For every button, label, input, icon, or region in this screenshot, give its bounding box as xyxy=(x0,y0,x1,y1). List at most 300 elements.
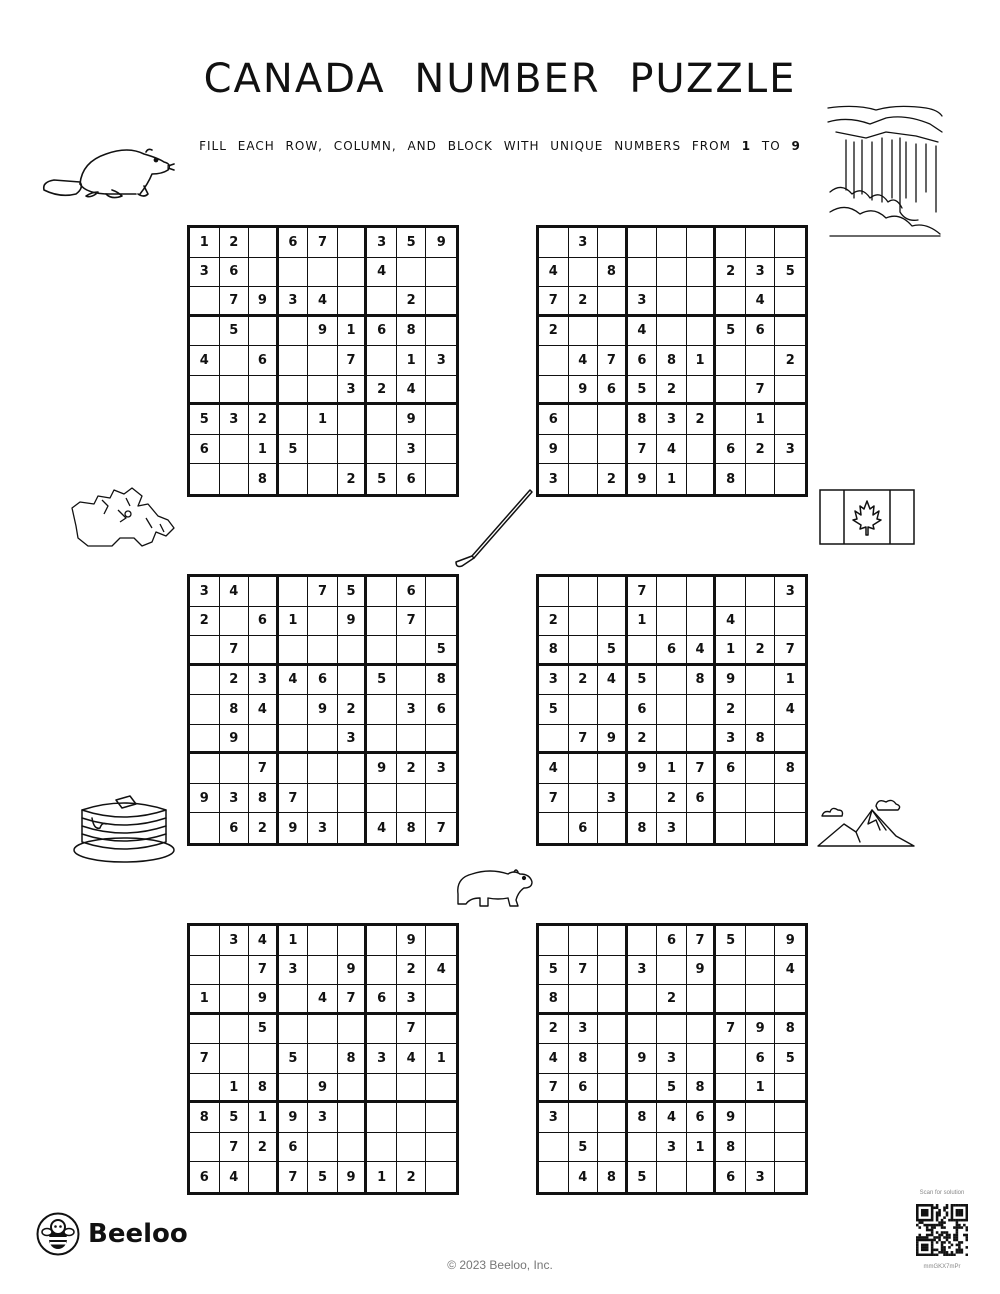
sudoku-cell[interactable]: 5 xyxy=(775,258,805,288)
sudoku-cell[interactable]: 9 xyxy=(279,1103,309,1133)
sudoku-cell[interactable] xyxy=(687,464,717,494)
sudoku-cell[interactable]: 7 xyxy=(397,1015,427,1045)
sudoku-cell[interactable] xyxy=(716,577,746,607)
sudoku-cell[interactable] xyxy=(775,317,805,347)
sudoku-cell[interactable] xyxy=(190,956,220,986)
sudoku-cell[interactable] xyxy=(190,926,220,956)
sudoku-cell[interactable]: 3 xyxy=(367,1044,397,1074)
sudoku-cell[interactable] xyxy=(746,464,776,494)
sudoku-cell[interactable] xyxy=(657,956,687,986)
sudoku-cell[interactable]: 1 xyxy=(628,607,658,637)
sudoku-cell[interactable]: 6 xyxy=(190,1162,220,1192)
sudoku-cell[interactable]: 5 xyxy=(569,1133,599,1163)
sudoku-cell[interactable]: 8 xyxy=(249,1074,279,1104)
sudoku-cell[interactable] xyxy=(598,577,628,607)
sudoku-cell[interactable] xyxy=(367,607,397,637)
sudoku-cell[interactable] xyxy=(338,287,368,317)
sudoku-cell[interactable]: 3 xyxy=(628,956,658,986)
sudoku-cell[interactable]: 4 xyxy=(367,258,397,288)
sudoku-cell[interactable] xyxy=(279,985,309,1015)
sudoku-cell[interactable]: 3 xyxy=(657,813,687,843)
sudoku-cell[interactable]: 3 xyxy=(397,695,427,725)
sudoku-cell[interactable]: 6 xyxy=(397,464,427,494)
sudoku-cell[interactable] xyxy=(308,258,338,288)
sudoku-cell[interactable]: 4 xyxy=(190,346,220,376)
sudoku-cell[interactable]: 2 xyxy=(569,287,599,317)
sudoku-cell[interactable] xyxy=(687,317,717,347)
sudoku-cell[interactable] xyxy=(746,695,776,725)
sudoku-cell[interactable] xyxy=(220,607,250,637)
sudoku-cell[interactable]: 2 xyxy=(539,607,569,637)
sudoku-cell[interactable] xyxy=(190,754,220,784)
sudoku-cell[interactable]: 9 xyxy=(426,228,456,258)
sudoku-cell[interactable] xyxy=(687,435,717,465)
sudoku-cell[interactable] xyxy=(657,258,687,288)
sudoku-cell[interactable]: 8 xyxy=(249,784,279,814)
sudoku-cell[interactable] xyxy=(190,725,220,755)
sudoku-cell[interactable]: 7 xyxy=(308,577,338,607)
sudoku-cell[interactable]: 3 xyxy=(367,228,397,258)
sudoku-cell[interactable]: 4 xyxy=(657,1103,687,1133)
sudoku-cell[interactable] xyxy=(657,228,687,258)
sudoku-grid-2[interactable] xyxy=(536,225,808,497)
sudoku-cell[interactable] xyxy=(569,926,599,956)
sudoku-cell[interactable]: 8 xyxy=(397,317,427,347)
sudoku-cell[interactable]: 8 xyxy=(716,1133,746,1163)
sudoku-cell[interactable] xyxy=(190,317,220,347)
sudoku-cell[interactable]: 9 xyxy=(598,725,628,755)
sudoku-cell[interactable]: 1 xyxy=(716,636,746,666)
sudoku-cell[interactable] xyxy=(746,1103,776,1133)
sudoku-cell[interactable]: 2 xyxy=(539,1015,569,1045)
sudoku-cell[interactable]: 8 xyxy=(716,464,746,494)
sudoku-cell[interactable]: 7 xyxy=(775,636,805,666)
sudoku-cell[interactable]: 5 xyxy=(628,376,658,406)
sudoku-cell[interactable] xyxy=(598,287,628,317)
sudoku-cell[interactable]: 6 xyxy=(397,577,427,607)
sudoku-cell[interactable]: 3 xyxy=(569,1015,599,1045)
sudoku-cell[interactable] xyxy=(628,1074,658,1104)
sudoku-cell[interactable]: 5 xyxy=(367,666,397,696)
sudoku-cell[interactable]: 2 xyxy=(775,346,805,376)
sudoku-cell[interactable]: 5 xyxy=(657,1074,687,1104)
sudoku-cell[interactable]: 7 xyxy=(220,636,250,666)
sudoku-cell[interactable] xyxy=(598,813,628,843)
sudoku-cell[interactable] xyxy=(539,813,569,843)
sudoku-cell[interactable] xyxy=(687,376,717,406)
sudoku-cell[interactable] xyxy=(628,1133,658,1163)
sudoku-cell[interactable]: 1 xyxy=(308,405,338,435)
sudoku-cell[interactable] xyxy=(426,985,456,1015)
sudoku-cell[interactable] xyxy=(598,1074,628,1104)
sudoku-cell[interactable] xyxy=(338,926,368,956)
sudoku-cell[interactable] xyxy=(338,813,368,843)
sudoku-cell[interactable] xyxy=(220,435,250,465)
sudoku-cell[interactable]: 2 xyxy=(397,1162,427,1192)
sudoku-cell[interactable] xyxy=(746,754,776,784)
sudoku-cell[interactable] xyxy=(775,985,805,1015)
sudoku-cell[interactable]: 8 xyxy=(628,405,658,435)
sudoku-cell[interactable]: 2 xyxy=(249,405,279,435)
sudoku-cell[interactable] xyxy=(426,317,456,347)
sudoku-cell[interactable]: 8 xyxy=(657,346,687,376)
sudoku-cell[interactable] xyxy=(397,784,427,814)
sudoku-cell[interactable]: 9 xyxy=(220,725,250,755)
sudoku-cell[interactable]: 1 xyxy=(426,1044,456,1074)
sudoku-cell[interactable]: 6 xyxy=(220,813,250,843)
sudoku-cell[interactable] xyxy=(249,228,279,258)
sudoku-cell[interactable]: 3 xyxy=(279,956,309,986)
sudoku-cell[interactable]: 7 xyxy=(628,577,658,607)
sudoku-cell[interactable] xyxy=(338,258,368,288)
sudoku-cell[interactable] xyxy=(338,784,368,814)
sudoku-cell[interactable] xyxy=(279,577,309,607)
sudoku-cell[interactable]: 3 xyxy=(249,666,279,696)
sudoku-cell[interactable] xyxy=(775,464,805,494)
sudoku-cell[interactable]: 2 xyxy=(367,376,397,406)
sudoku-cell[interactable] xyxy=(190,636,220,666)
sudoku-cell[interactable]: 6 xyxy=(716,754,746,784)
sudoku-cell[interactable] xyxy=(569,1103,599,1133)
sudoku-cell[interactable] xyxy=(279,346,309,376)
sudoku-cell[interactable]: 6 xyxy=(628,346,658,376)
sudoku-cell[interactable] xyxy=(426,1015,456,1045)
sudoku-grid-1[interactable] xyxy=(187,225,459,497)
sudoku-cell[interactable]: 4 xyxy=(426,956,456,986)
sudoku-cell[interactable] xyxy=(539,228,569,258)
sudoku-cell[interactable] xyxy=(279,317,309,347)
sudoku-cell[interactable]: 5 xyxy=(308,1162,338,1192)
sudoku-cell[interactable]: 1 xyxy=(338,317,368,347)
sudoku-cell[interactable]: 6 xyxy=(539,405,569,435)
sudoku-cell[interactable] xyxy=(308,725,338,755)
sudoku-cell[interactable] xyxy=(746,228,776,258)
sudoku-cell[interactable]: 7 xyxy=(687,926,717,956)
sudoku-cell[interactable] xyxy=(308,346,338,376)
sudoku-cell[interactable] xyxy=(569,754,599,784)
sudoku-cell[interactable]: 6 xyxy=(716,1162,746,1192)
sudoku-cell[interactable] xyxy=(190,376,220,406)
sudoku-cell[interactable]: 1 xyxy=(279,607,309,637)
sudoku-cell[interactable]: 6 xyxy=(190,435,220,465)
sudoku-cell[interactable]: 3 xyxy=(775,577,805,607)
sudoku-cell[interactable] xyxy=(775,813,805,843)
sudoku-cell[interactable] xyxy=(367,784,397,814)
sudoku-cell[interactable] xyxy=(308,784,338,814)
sudoku-cell[interactable] xyxy=(367,1103,397,1133)
sudoku-cell[interactable]: 3 xyxy=(338,376,368,406)
sudoku-cell[interactable]: 9 xyxy=(308,695,338,725)
sudoku-cell[interactable]: 8 xyxy=(249,464,279,494)
sudoku-cell[interactable] xyxy=(426,376,456,406)
sudoku-cell[interactable] xyxy=(598,956,628,986)
sudoku-cell[interactable]: 1 xyxy=(367,1162,397,1192)
sudoku-cell[interactable]: 4 xyxy=(716,607,746,637)
sudoku-cell[interactable] xyxy=(220,376,250,406)
sudoku-cell[interactable] xyxy=(687,985,717,1015)
sudoku-cell[interactable]: 2 xyxy=(397,287,427,317)
sudoku-cell[interactable]: 8 xyxy=(628,1103,658,1133)
sudoku-cell[interactable] xyxy=(397,1133,427,1163)
sudoku-cell[interactable]: 5 xyxy=(628,1162,658,1192)
sudoku-cell[interactable] xyxy=(426,577,456,607)
sudoku-cell[interactable]: 8 xyxy=(220,695,250,725)
sudoku-cell[interactable] xyxy=(279,636,309,666)
sudoku-cell[interactable]: 3 xyxy=(657,405,687,435)
sudoku-cell[interactable]: 4 xyxy=(687,636,717,666)
sudoku-cell[interactable] xyxy=(220,985,250,1015)
sudoku-cell[interactable]: 2 xyxy=(687,405,717,435)
sudoku-cell[interactable]: 4 xyxy=(569,1162,599,1192)
sudoku-cell[interactable] xyxy=(279,1074,309,1104)
sudoku-cell[interactable]: 1 xyxy=(687,346,717,376)
sudoku-cell[interactable] xyxy=(308,1044,338,1074)
sudoku-cell[interactable] xyxy=(687,607,717,637)
sudoku-cell[interactable]: 7 xyxy=(687,754,717,784)
sudoku-cell[interactable]: 5 xyxy=(220,317,250,347)
sudoku-cell[interactable] xyxy=(746,956,776,986)
sudoku-cell[interactable] xyxy=(539,926,569,956)
sudoku-cell[interactable] xyxy=(775,725,805,755)
sudoku-cell[interactable]: 2 xyxy=(220,666,250,696)
sudoku-cell[interactable]: 9 xyxy=(775,926,805,956)
sudoku-cell[interactable]: 7 xyxy=(279,784,309,814)
sudoku-cell[interactable] xyxy=(598,754,628,784)
sudoku-cell[interactable] xyxy=(746,1133,776,1163)
sudoku-cell[interactable]: 7 xyxy=(397,607,427,637)
sudoku-cell[interactable] xyxy=(746,346,776,376)
sudoku-cell[interactable] xyxy=(569,607,599,637)
sudoku-cell[interactable] xyxy=(367,1015,397,1045)
sudoku-cell[interactable] xyxy=(657,607,687,637)
sudoku-cell[interactable]: 5 xyxy=(367,464,397,494)
sudoku-cell[interactable] xyxy=(338,228,368,258)
sudoku-cell[interactable] xyxy=(628,258,658,288)
sudoku-cell[interactable]: 2 xyxy=(746,435,776,465)
sudoku-cell[interactable]: 4 xyxy=(249,695,279,725)
sudoku-cell[interactable]: 3 xyxy=(279,287,309,317)
sudoku-cell[interactable] xyxy=(426,1074,456,1104)
sudoku-cell[interactable]: 9 xyxy=(628,754,658,784)
sudoku-cell[interactable]: 3 xyxy=(308,813,338,843)
sudoku-cell[interactable]: 3 xyxy=(426,346,456,376)
sudoku-cell[interactable]: 5 xyxy=(716,926,746,956)
sudoku-cell[interactable] xyxy=(775,607,805,637)
sudoku-cell[interactable] xyxy=(367,725,397,755)
sudoku-cell[interactable] xyxy=(716,985,746,1015)
sudoku-cell[interactable] xyxy=(746,784,776,814)
sudoku-cell[interactable] xyxy=(628,228,658,258)
sudoku-cell[interactable] xyxy=(539,577,569,607)
sudoku-cell[interactable] xyxy=(279,258,309,288)
sudoku-cell[interactable]: 1 xyxy=(397,346,427,376)
sudoku-cell[interactable]: 3 xyxy=(775,435,805,465)
sudoku-cell[interactable] xyxy=(338,666,368,696)
sudoku-cell[interactable]: 7 xyxy=(249,754,279,784)
sudoku-cell[interactable] xyxy=(598,926,628,956)
sudoku-cell[interactable] xyxy=(687,1162,717,1192)
sudoku-cell[interactable]: 1 xyxy=(249,435,279,465)
sudoku-cell[interactable]: 9 xyxy=(746,1015,776,1045)
sudoku-cell[interactable] xyxy=(367,435,397,465)
sudoku-cell[interactable] xyxy=(426,287,456,317)
sudoku-cell[interactable] xyxy=(338,405,368,435)
sudoku-cell[interactable]: 9 xyxy=(397,926,427,956)
sudoku-cell[interactable]: 4 xyxy=(308,985,338,1015)
sudoku-cell[interactable] xyxy=(716,1074,746,1104)
sudoku-cell[interactable]: 4 xyxy=(539,754,569,784)
sudoku-cell[interactable]: 5 xyxy=(249,1015,279,1045)
sudoku-cell[interactable] xyxy=(220,1015,250,1045)
sudoku-cell[interactable] xyxy=(426,405,456,435)
sudoku-cell[interactable]: 9 xyxy=(279,813,309,843)
sudoku-cell[interactable]: 4 xyxy=(397,1044,427,1074)
sudoku-cell[interactable]: 4 xyxy=(569,346,599,376)
sudoku-cell[interactable] xyxy=(657,577,687,607)
sudoku-cell[interactable] xyxy=(657,287,687,317)
sudoku-cell[interactable]: 4 xyxy=(279,666,309,696)
sudoku-cell[interactable]: 2 xyxy=(249,1133,279,1163)
sudoku-cell[interactable] xyxy=(775,1162,805,1192)
sudoku-cell[interactable]: 2 xyxy=(657,376,687,406)
sudoku-cell[interactable] xyxy=(397,666,427,696)
sudoku-cell[interactable]: 4 xyxy=(220,1162,250,1192)
sudoku-cell[interactable] xyxy=(190,695,220,725)
sudoku-cell[interactable] xyxy=(687,577,717,607)
sudoku-cell[interactable]: 4 xyxy=(367,813,397,843)
sudoku-cell[interactable] xyxy=(190,666,220,696)
sudoku-cell[interactable]: 7 xyxy=(308,228,338,258)
sudoku-cell[interactable]: 7 xyxy=(220,1133,250,1163)
sudoku-cell[interactable] xyxy=(657,666,687,696)
sudoku-cell[interactable]: 9 xyxy=(308,1074,338,1104)
sudoku-cell[interactable]: 9 xyxy=(308,317,338,347)
sudoku-cell[interactable] xyxy=(746,926,776,956)
sudoku-cell[interactable] xyxy=(539,346,569,376)
sudoku-cell[interactable] xyxy=(628,926,658,956)
sudoku-cell[interactable] xyxy=(539,1133,569,1163)
sudoku-cell[interactable] xyxy=(598,1044,628,1074)
sudoku-cell[interactable]: 6 xyxy=(426,695,456,725)
sudoku-cell[interactable] xyxy=(190,1074,220,1104)
sudoku-cell[interactable] xyxy=(338,754,368,784)
qr-code-icon[interactable] xyxy=(916,1204,968,1256)
sudoku-cell[interactable]: 3 xyxy=(539,464,569,494)
sudoku-cell[interactable] xyxy=(687,258,717,288)
sudoku-cell[interactable] xyxy=(716,228,746,258)
sudoku-cell[interactable]: 2 xyxy=(657,784,687,814)
sudoku-cell[interactable]: 4 xyxy=(775,956,805,986)
sudoku-cell[interactable]: 2 xyxy=(539,317,569,347)
sudoku-cell[interactable] xyxy=(569,784,599,814)
sudoku-cell[interactable]: 1 xyxy=(657,464,687,494)
sudoku-cell[interactable] xyxy=(279,725,309,755)
sudoku-cell[interactable]: 2 xyxy=(716,258,746,288)
sudoku-cell[interactable] xyxy=(190,1133,220,1163)
sudoku-cell[interactable]: 7 xyxy=(539,287,569,317)
sudoku-cell[interactable]: 9 xyxy=(338,956,368,986)
sudoku-cell[interactable] xyxy=(338,1103,368,1133)
sudoku-cell[interactable]: 4 xyxy=(539,258,569,288)
sudoku-cell[interactable]: 7 xyxy=(338,985,368,1015)
sudoku-cell[interactable]: 6 xyxy=(716,435,746,465)
sudoku-cell[interactable] xyxy=(367,636,397,666)
sudoku-cell[interactable]: 9 xyxy=(569,376,599,406)
sudoku-cell[interactable]: 5 xyxy=(397,228,427,258)
sudoku-cell[interactable]: 6 xyxy=(657,636,687,666)
sudoku-cell[interactable]: 3 xyxy=(539,1103,569,1133)
sudoku-cell[interactable]: 1 xyxy=(249,1103,279,1133)
sudoku-cell[interactable] xyxy=(338,1133,368,1163)
sudoku-cell[interactable] xyxy=(279,695,309,725)
sudoku-cell[interactable]: 3 xyxy=(190,258,220,288)
sudoku-cell[interactable] xyxy=(746,577,776,607)
sudoku-cell[interactable] xyxy=(308,1015,338,1045)
sudoku-cell[interactable] xyxy=(397,725,427,755)
sudoku-cell[interactable] xyxy=(716,1044,746,1074)
sudoku-cell[interactable] xyxy=(687,813,717,843)
sudoku-cell[interactable]: 9 xyxy=(338,1162,368,1192)
sudoku-cell[interactable]: 7 xyxy=(190,1044,220,1074)
sudoku-cell[interactable] xyxy=(338,435,368,465)
sudoku-cell[interactable] xyxy=(598,607,628,637)
sudoku-cell[interactable]: 5 xyxy=(279,435,309,465)
sudoku-cell[interactable] xyxy=(367,695,397,725)
sudoku-cell[interactable]: 1 xyxy=(190,985,220,1015)
sudoku-cell[interactable] xyxy=(308,376,338,406)
sudoku-cell[interactable]: 4 xyxy=(249,926,279,956)
sudoku-cell[interactable] xyxy=(539,725,569,755)
sudoku-cell[interactable] xyxy=(426,607,456,637)
sudoku-cell[interactable]: 9 xyxy=(190,784,220,814)
sudoku-cell[interactable]: 7 xyxy=(539,784,569,814)
sudoku-cell[interactable]: 6 xyxy=(249,346,279,376)
sudoku-cell[interactable]: 5 xyxy=(426,636,456,666)
sudoku-cell[interactable] xyxy=(426,784,456,814)
sudoku-cell[interactable] xyxy=(569,985,599,1015)
sudoku-cell[interactable] xyxy=(569,636,599,666)
sudoku-cell[interactable] xyxy=(716,405,746,435)
sudoku-cell[interactable] xyxy=(367,577,397,607)
sudoku-cell[interactable]: 8 xyxy=(775,1015,805,1045)
sudoku-cell[interactable] xyxy=(426,926,456,956)
sudoku-cell[interactable]: 6 xyxy=(279,228,309,258)
sudoku-cell[interactable] xyxy=(426,258,456,288)
sudoku-cell[interactable]: 7 xyxy=(539,1074,569,1104)
sudoku-cell[interactable] xyxy=(598,1103,628,1133)
sudoku-cell[interactable] xyxy=(397,1103,427,1133)
sudoku-cell[interactable]: 9 xyxy=(628,1044,658,1074)
sudoku-cell[interactable]: 8 xyxy=(598,258,628,288)
sudoku-cell[interactable] xyxy=(308,926,338,956)
sudoku-cell[interactable] xyxy=(628,636,658,666)
sudoku-cell[interactable] xyxy=(338,1015,368,1045)
sudoku-cell[interactable]: 9 xyxy=(367,754,397,784)
sudoku-cell[interactable] xyxy=(687,287,717,317)
sudoku-cell[interactable]: 1 xyxy=(657,754,687,784)
sudoku-cell[interactable] xyxy=(746,813,776,843)
sudoku-cell[interactable]: 2 xyxy=(397,754,427,784)
sudoku-cell[interactable] xyxy=(775,376,805,406)
sudoku-cell[interactable] xyxy=(367,1133,397,1163)
sudoku-cell[interactable]: 8 xyxy=(628,813,658,843)
sudoku-cell[interactable]: 3 xyxy=(190,577,220,607)
sudoku-cell[interactable]: 6 xyxy=(746,1044,776,1074)
brand-logo[interactable] xyxy=(36,1212,188,1256)
sudoku-cell[interactable] xyxy=(716,346,746,376)
sudoku-cell[interactable] xyxy=(628,1015,658,1045)
sudoku-cell[interactable] xyxy=(426,1162,456,1192)
